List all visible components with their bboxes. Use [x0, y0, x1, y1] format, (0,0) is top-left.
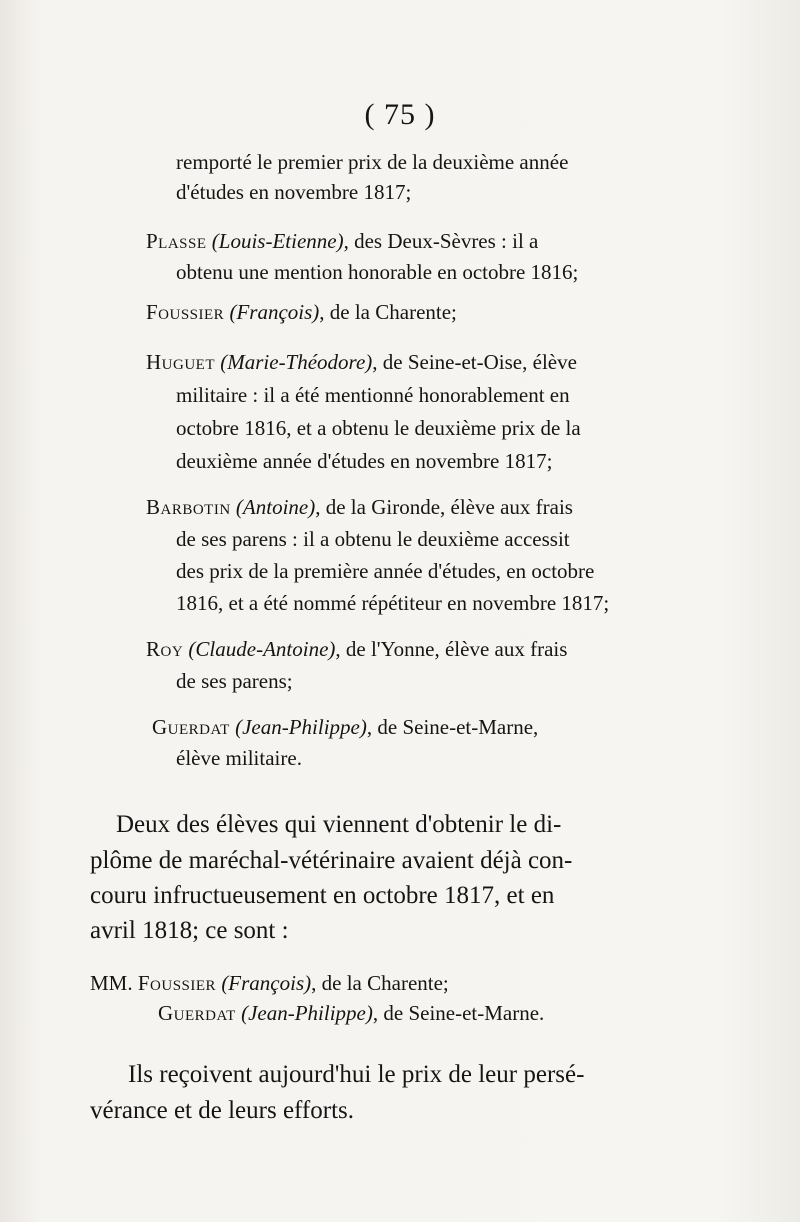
- paragraph-line: vérance et de leurs efforts.: [90, 1097, 354, 1124]
- person-details: , des Deux-Sèvres : il a: [343, 229, 539, 253]
- text-line: [158, 1003, 544, 1024]
- text-line: deuxième année d'études en novembre 1817;: [176, 449, 553, 473]
- person-firstname: (Claude-Antoine): [188, 637, 336, 661]
- person-name: Roy: [146, 637, 184, 661]
- person-name: Huguet: [146, 350, 215, 374]
- text-line: 1816, et a été nommé répétiteur en novembre 1817;: [176, 591, 610, 615]
- text-line: [146, 352, 577, 373]
- person-details: , de Seine-et-Oise, élève: [372, 350, 577, 374]
- text-line: d'études en novembre 1817;: [176, 180, 412, 204]
- paragraph-line: plôme de maréchal-vétérinaire avaient déjà con-: [90, 847, 573, 874]
- paragraph-line: avril 1818; ce sont :: [90, 917, 289, 944]
- person-details: , de l'Yonne, élève aux frais: [335, 637, 568, 661]
- person-details: , de la Gironde, élève aux frais: [315, 495, 573, 519]
- text-line: octobre 1816, et a obtenu le deuxième prix de la: [176, 416, 581, 440]
- person-name: Barbotin: [146, 495, 231, 519]
- text-line: de ses parens : il a obtenu le deuxième accessit: [176, 527, 570, 551]
- person-details: , de la Charente;: [311, 971, 449, 995]
- text-line: [146, 231, 538, 252]
- person-details: , de Seine-et-Marne.: [372, 1001, 545, 1025]
- text-line: élève militaire.: [176, 746, 302, 770]
- prefix-mm: MM.: [90, 971, 133, 995]
- person-firstname: (Marie-Théodore): [220, 350, 373, 374]
- text-line: [146, 497, 573, 518]
- text-line: [146, 302, 457, 323]
- text-line: remporté le premier prix de la deuxième année: [176, 150, 569, 174]
- person-name: Guerdat: [158, 1001, 236, 1025]
- text-line: obtenu une mention honorable en octobre 1816;: [176, 260, 579, 284]
- person-firstname: (Antoine): [235, 495, 316, 519]
- text-line: [152, 717, 538, 738]
- person-name: Foussier: [137, 971, 217, 995]
- person-firstname: (Jean-Philippe): [241, 1001, 373, 1025]
- paragraph-line: Deux des élèves qui viennent d'obtenir le di-: [116, 811, 562, 838]
- person-details: , de Seine-et-Marne,: [366, 715, 539, 739]
- person-name: Plasse: [146, 229, 207, 253]
- text-line: des prix de la première année d'études, en octobre: [176, 559, 595, 583]
- text-line: militaire : il a été mentionné honorablement en: [176, 383, 570, 407]
- person-firstname: (François): [229, 300, 320, 324]
- person-firstname: (François): [221, 971, 312, 995]
- text-line: de ses parens;: [176, 669, 293, 693]
- person-name: Guerdat: [152, 715, 230, 739]
- paragraph-line: couru infructueusement en octobre 1817, et en: [90, 882, 555, 909]
- text-line: [90, 973, 449, 994]
- person-name: Foussier: [146, 300, 225, 324]
- text-line: [146, 639, 567, 660]
- paragraph-line: Ils reçoivent aujourd'hui le prix de leur persé-: [128, 1061, 585, 1088]
- person-firstname: (Jean-Philippe): [235, 715, 367, 739]
- person-details: , de la Charente;: [319, 300, 457, 324]
- page-number-header: ( 75 ): [364, 98, 436, 131]
- person-firstname: (Louis-Etienne): [211, 229, 344, 253]
